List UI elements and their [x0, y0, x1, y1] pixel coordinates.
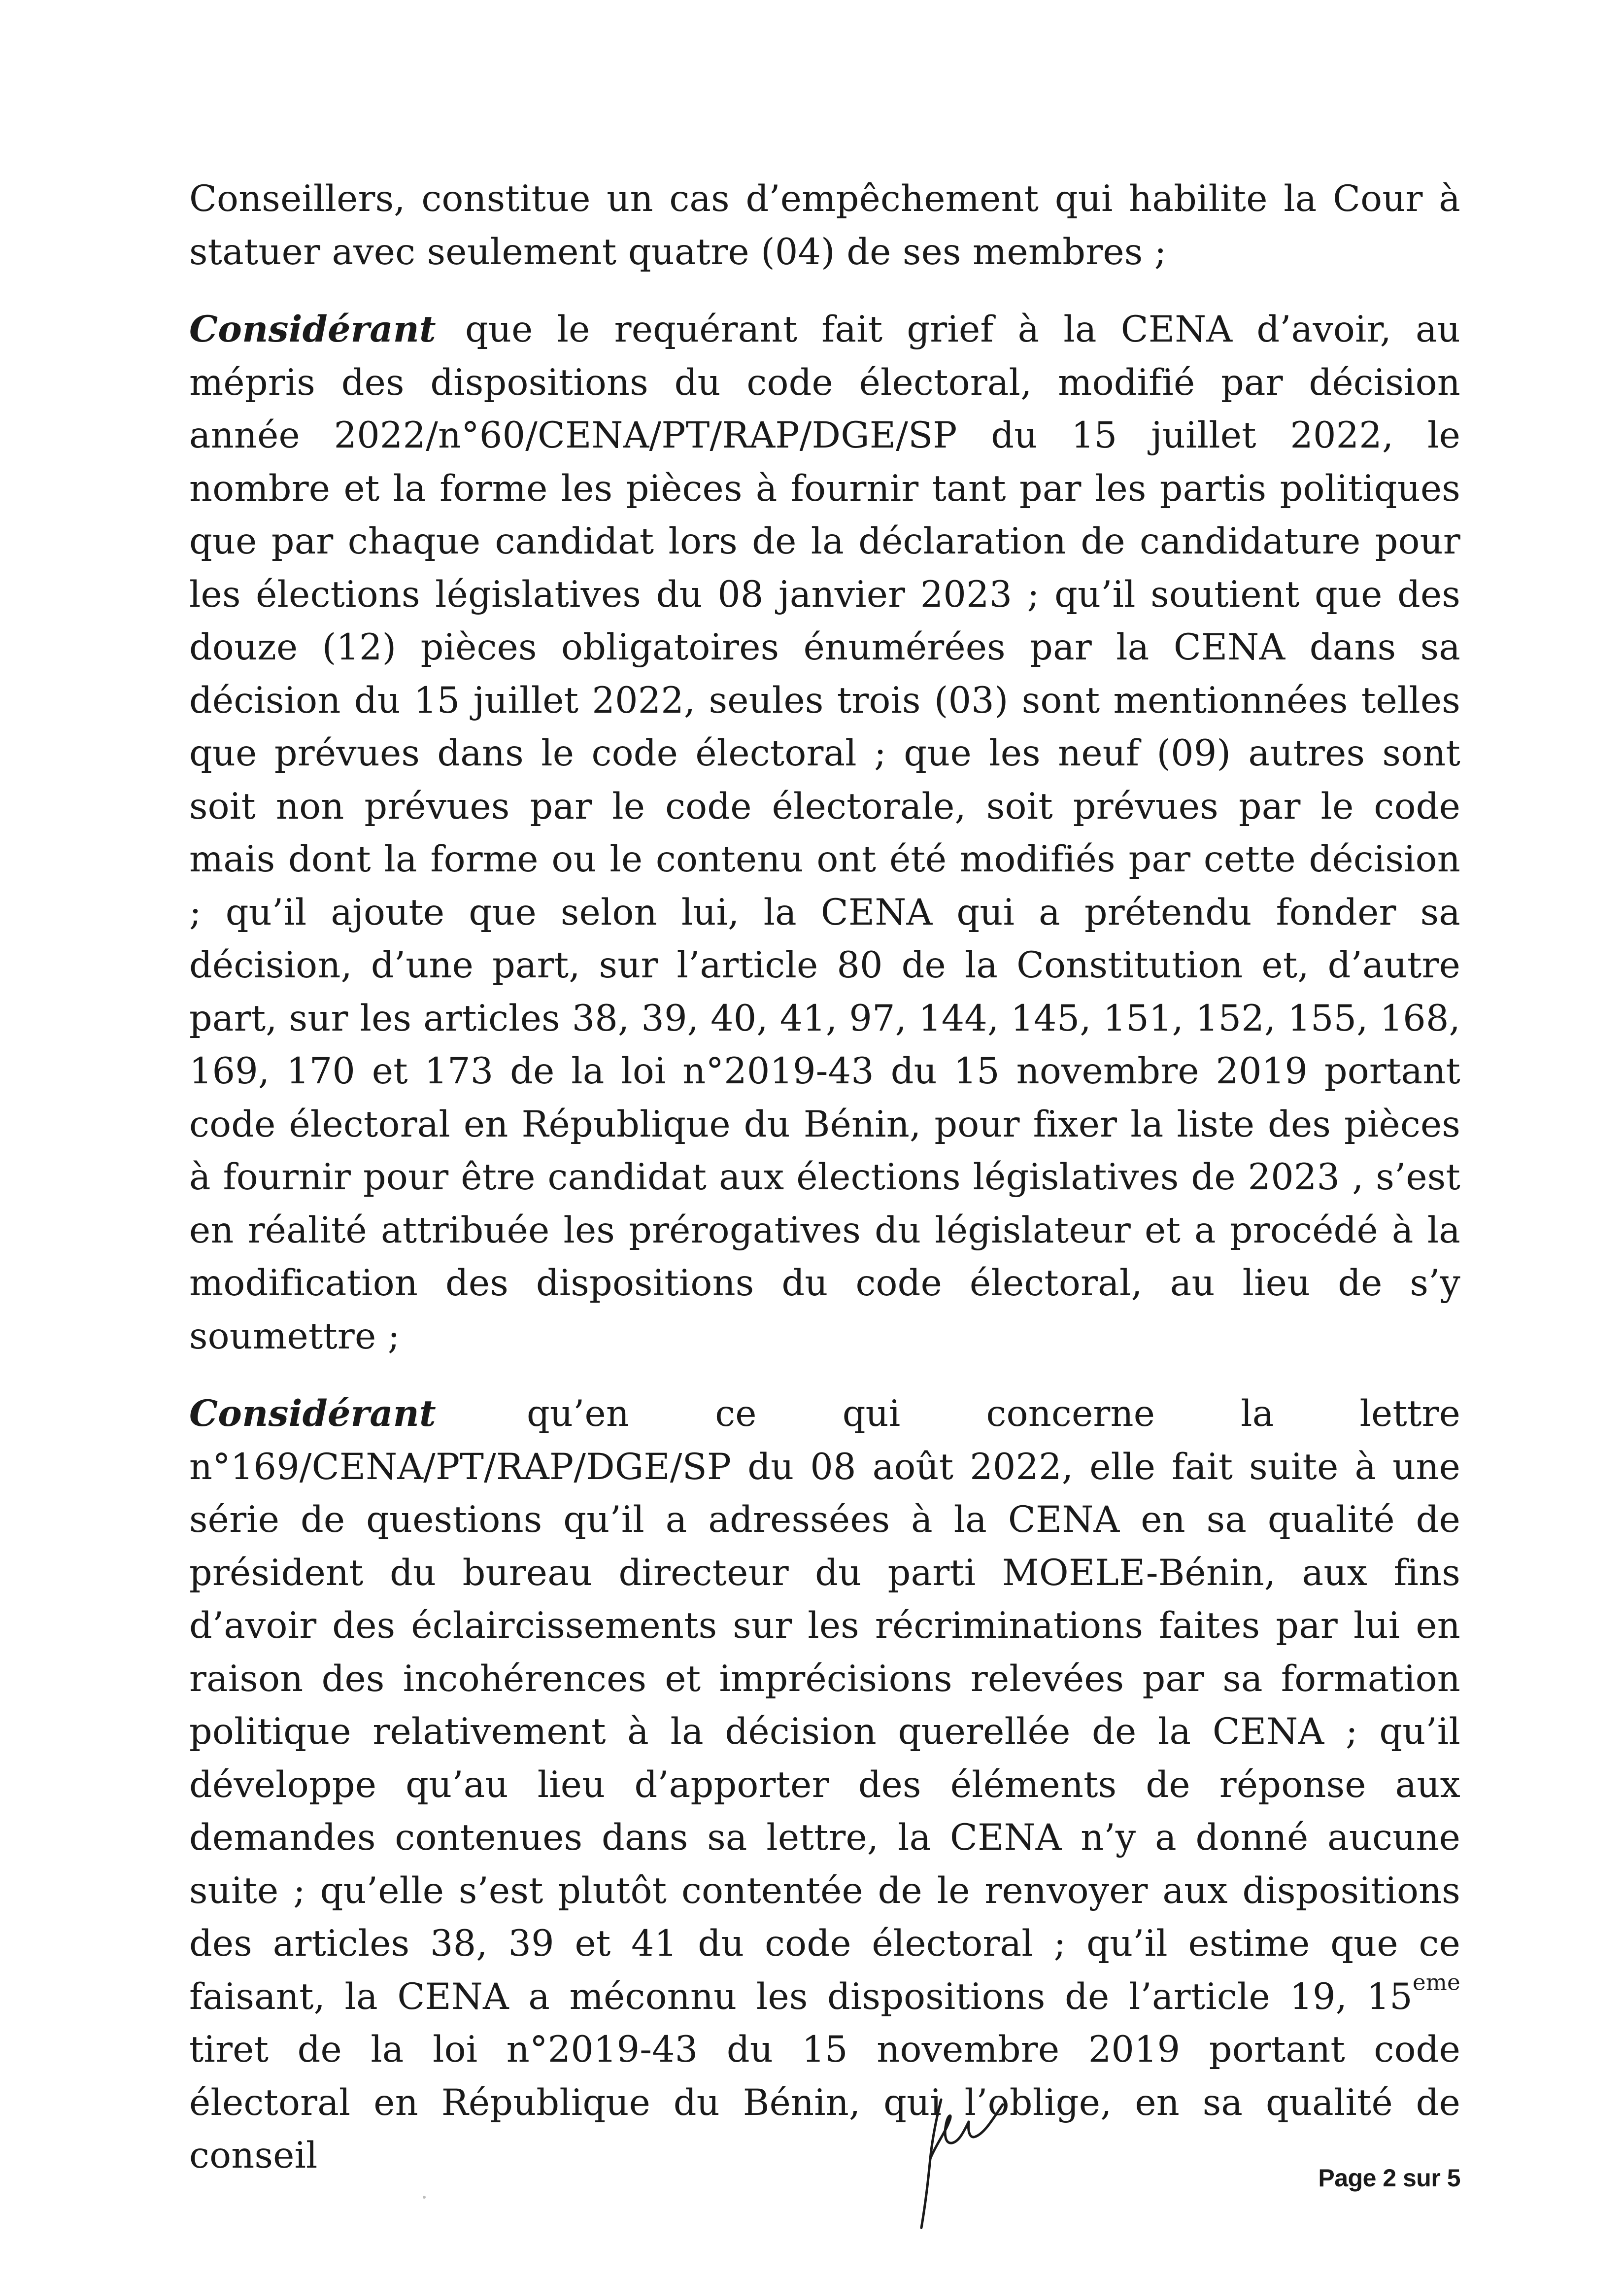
paragraph-3-lead: Considérant	[189, 1392, 436, 1435]
superscript-eme: eme	[1412, 1969, 1460, 1996]
page-current-number: 2	[1383, 2164, 1396, 2192]
paragraph-3	[189, 1387, 1460, 2182]
scan-speck	[423, 2196, 426, 2199]
page-label-prefix: Page	[1318, 2164, 1383, 2192]
document-body	[189, 173, 1460, 2182]
handwritten-initials-signature	[907, 2085, 1010, 2233]
page-total-number: 5	[1447, 2164, 1460, 2192]
paragraph-3-text-b: tiret de la loi n°2019-43 du 15 novembre 2019 portant code électoral en République du Bénin, qui l’oblige, en sa qualité de conseil	[189, 2029, 1460, 2176]
page-label-middle: sur	[1396, 2164, 1447, 2192]
paragraph-1	[189, 173, 1460, 278]
paragraph-2-lead: Considérant	[189, 308, 436, 350]
paragraph-3-text-a: qu’en ce qui concerne la lettre n°169/CENA/PT/RAP/DGE/SP du 08 août 2022, elle fait suite à une série de questions qu’il a adressées à la CENA en sa qualité de président du bureau directeur du parti MOELE-Bénin, aux fins d’avoir des éclaircissements sur les récriminations faites par lui en raison des incohérences et imprécisions relevées par sa formation politique relativement à la décision querellée de la CENA ; qu’il développe qu’au lieu d’apporter des éléments de réponse aux demandes contenues dans sa lettre, la CENA n’y a donné aucune suite ; qu’elle s’est plutôt contentée de le renvoyer aux dispositions des articles 38, 39 et 41 du code électoral ; qu’il estime que ce faisant, la CENA a méconnu les dispositions de l’article 19, 15	[189, 1393, 1460, 2018]
paragraph-2	[189, 303, 1460, 1363]
paragraph-1-text: Conseillers, constitue un cas d’empêchement qui habilite la Cour à statuer avec seulement quatre (04) de ses membres ;	[189, 178, 1460, 273]
paragraph-2-text: que le requérant fait grief à la CENA d’avoir, au mépris des dispositions du code électoral, modifié par décision année 2022/n°60/CENA/PT/RAP/DGE/SP du 15 juillet 2022, le nombre et la forme les pièces à fournir tant par les partis politiques que par chaque candidat lors de la déclaration de candidature pour les élections législatives du 08 janvier 2023 ; qu’il soutient que des douze (12) pièces obligatoires énumérées par la CENA dans sa décision du 15 juillet 2022, seules trois (03) sont mentionnées telles que prévues dans le code électoral ; que les neuf (09) autres sont soit non prévues par le code électorale, soit prévues par le code mais dont la forme ou le contenu ont été modifiés par cette décision ; qu’il ajoute que selon lui, la CENA qui a prétendu fonder sa décision, d’une part, sur l’article 80 de la Constitution et, d’autre part, sur les articles 38, 39, 40, 41, 97, 144, 145, 151, 152, 155, 168, 169, 170 et 173 de la loi n°2019-43 du 15 novembre 2019 portant code électoral en République du Bénin, pour fixer la liste des pièces à fournir pour être candidat aux élections législatives de 2023 , s’est en réalité attribuée les prérogatives du législateur et a procédé à la modification des dispositions du code électoral, au lieu de s’y soumettre ;	[189, 309, 1460, 1357]
page-number-footer	[1318, 2164, 1460, 2192]
